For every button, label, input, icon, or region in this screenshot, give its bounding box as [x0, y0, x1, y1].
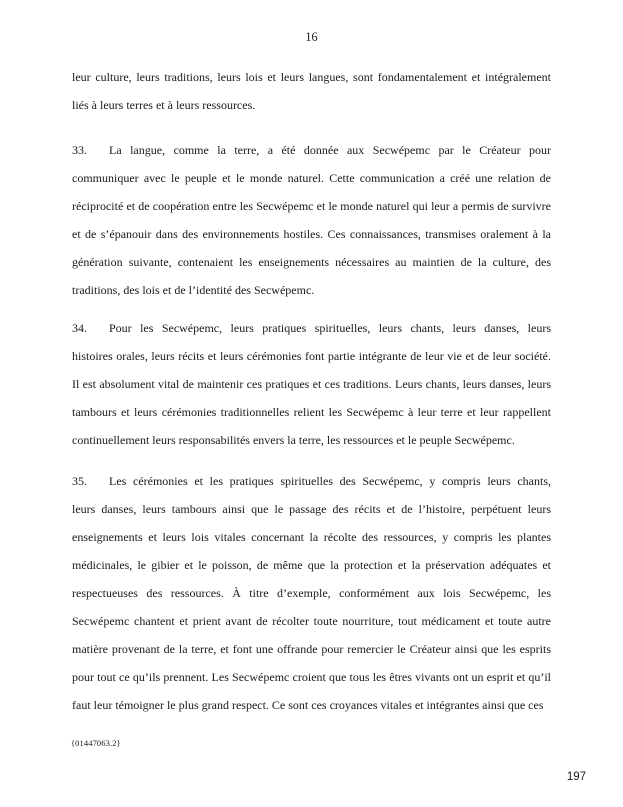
paragraph-35 — [72, 467, 551, 719]
text-line: enseignements et leurs lois vitales concernant la récolte des ressources, y compris les plantes — [72, 530, 551, 544]
text-line: histoires orales, leurs récits et leurs cérémonies font partie intégrante de leur vie et de leur société. — [72, 349, 551, 363]
text-line: liés à leurs terres et à leurs ressources. — [72, 98, 256, 112]
text-line: et de s’épanouir dans des environnements hostiles. Ces connaissances, transmises oralement à la — [72, 227, 551, 241]
text-line: traditions, des lois et de l’identité des Secwépemc. — [72, 283, 315, 297]
text-line: génération suivante, contenaient les enseignements nécessaires au maintien de la culture, des — [72, 255, 551, 269]
paragraph-continuation — [72, 63, 551, 119]
text-line: respectueuses des ressources. À titre d’exemple, conformément aux lois Secwépemc, les — [72, 586, 551, 600]
text-line: matière provenant de la terre, et font une offrande pour remercier le Créateur ainsi que les esprits — [72, 642, 551, 656]
text-line: continuellement leurs responsabilités envers la terre, les ressources et le peuple Secwépemc. — [72, 433, 515, 447]
paragraph-34 — [72, 314, 551, 454]
text-line: Secwépemc chantent et prient avant de récolter toute nourriture, tout médicament et toute autre — [72, 614, 551, 628]
text-line: 35. Les cérémonies et les pratiques spirituelles des Secwépemc, y compris leurs chants, — [72, 467, 551, 495]
bates-page-number: 197 — [566, 771, 586, 783]
text-line: pour tout ce qu’ils prennent. Les Secwépemc croient que tous les êtres vivants ont un esprit et qu’il — [72, 670, 551, 684]
text-line: Il est absolument vital de maintenir ces pratiques et ces traditions. Leurs chants, leurs danses, leurs — [72, 377, 551, 391]
paragraph-33 — [72, 136, 551, 304]
page-number-header: 16 — [305, 30, 318, 44]
text-line: réciprocité et de coopération entre les Secwépemc et le monde naturel qui leur a permis de survivre — [72, 199, 551, 213]
text-line: leur culture, leurs traditions, leurs lois et leurs langues, sont fondamentalement et intégralement — [72, 70, 551, 84]
text-line: faut leur témoigner le plus grand respect. Ce sont ces croyances vitales et intégrantes ainsi que ces — [72, 698, 544, 712]
document-id-footer: {01447063.2} — [71, 738, 121, 748]
paragraph-number: 34. — [72, 321, 87, 335]
paragraph-number: 33. — [72, 143, 87, 157]
text-line: 33. La langue, comme la terre, a été donnée aux Secwépemc par le Créateur pour — [72, 136, 551, 164]
text-line: communiquer avec le peuple et le monde naturel. Cette communication a créé une relation de — [72, 171, 551, 185]
text-line: médicinales, le gibier et le poisson, de même que la protection et la préservation adéquates et — [72, 558, 551, 572]
text-line: 34. Pour les Secwépemc, leurs pratiques spirituelles, leurs chants, leurs danses, leurs — [72, 314, 551, 342]
text-line: tambours et leurs cérémonies traditionnelles relient les Secwépemc à leur terre et leur rappellent — [72, 405, 551, 419]
text-line: leurs danses, leurs tambours ainsi que le passage des récits et de l’histoire, perpétuent leurs — [72, 502, 551, 516]
paragraph-number: 35. — [72, 474, 87, 488]
